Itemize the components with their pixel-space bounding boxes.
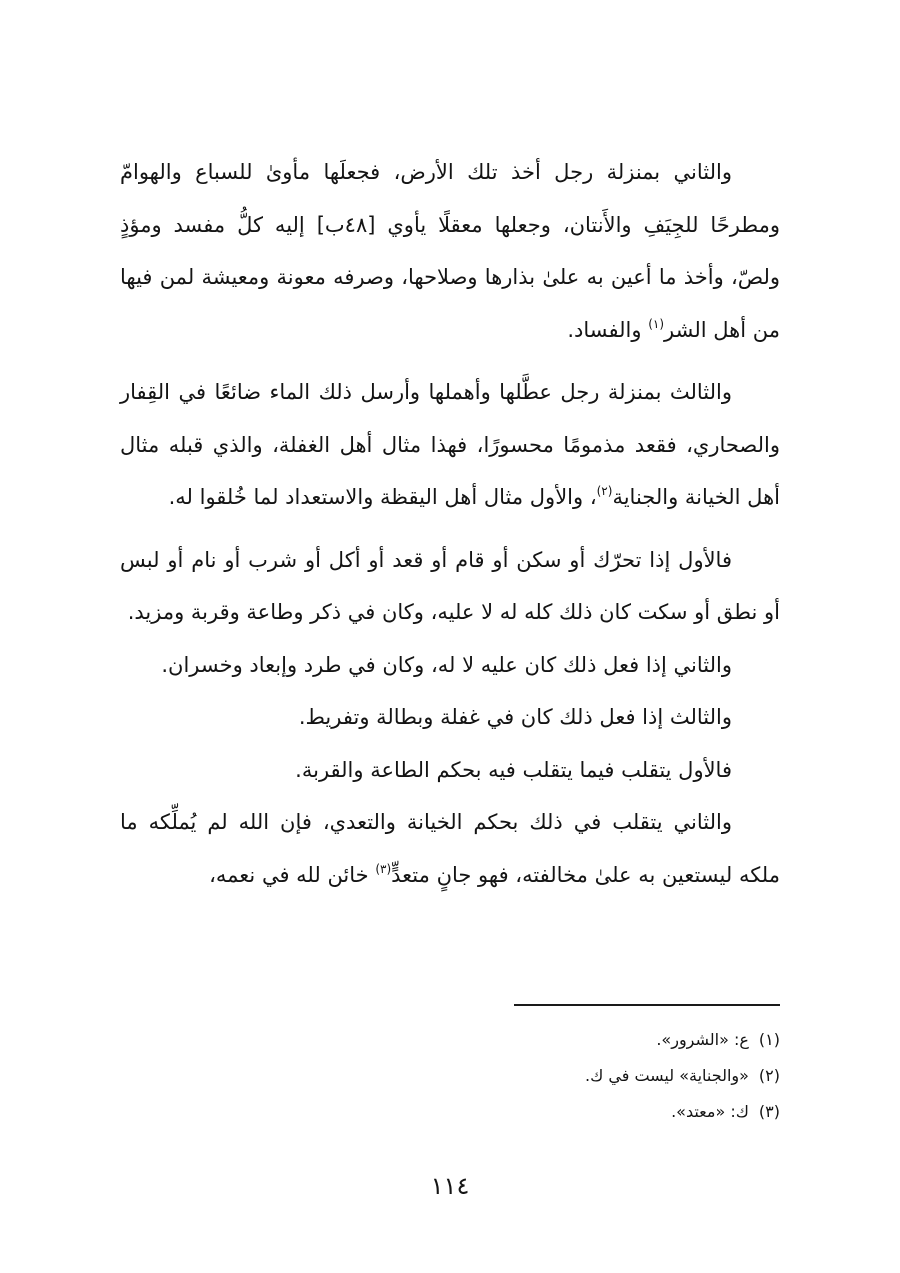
paragraph: والثاني بمنزلة رجل أخذ تلك الأرض، فجعلَها مأوىٰ للسباع والهوامّ ومطرحًا للجِيَفِ والأَنتان، وجعلها معقلًا يأوي [٤٨ب] إليه كلُّ مفسد ومؤذٍ ولصّ، وأخذ ما أعين به علىٰ بذارها وصلاحها، وصرفه معونة ومعيشة لمن فيها من أهل الشر$^{(١)}$ والفساد. — [120, 160, 780, 342]
footnote-number: (١) — [758, 1030, 780, 1049]
footnote-divider — [514, 1004, 780, 1006]
footnote-number: (٣) — [758, 1102, 780, 1121]
paragraph: فالأول يتقلب فيما يتقلب فيه بحكم الطاعة والقربة. — [295, 757, 732, 782]
paragraph: والثاني يتقلب في ذلك بحكم الخيانة والتعدي، فإن الله لم يُملِّكه ما ملكه ليستعين به علىٰ مخالفته، فهو جانٍ متعدٍّ$^{(٣)}$ خائن لله في نعمه، — [120, 810, 780, 887]
paragraph: والثاني إذا فعل ذلك كان عليه لا له، وكان في طرد وإبعاد وخسران. — [161, 652, 732, 677]
footnote-text: «والجناية» ليست في ك. — [585, 1066, 749, 1085]
footnote-text: ك: «معتد». — [671, 1102, 749, 1121]
footnote-text: ع: «الشرور». — [656, 1030, 749, 1049]
main-text — [120, 146, 780, 901]
footnote-number: (٢) — [758, 1066, 780, 1085]
paragraph: والثالث بمنزلة رجل عطَّلها وأهملها وأرسل ذلك الماء ضائعًا في القِفار والصحاري، فقعد مذمومًا محسورًا، فهذا مثال أهل الغفلة، والذي قبله مثال أهل الخيانة والجناية$^{(٢)}$، والأول مثال أهل اليقظة والاستعداد لما خُلقوا له. — [120, 380, 780, 509]
paragraph: والثالث إذا فعل ذلك كان في غفلة وبطالة وتفريط. — [298, 705, 732, 729]
footnote-ref: (٣) — [375, 861, 392, 876]
footnote — [120, 1058, 780, 1094]
footnotes — [120, 1022, 780, 1130]
paragraph: فالأول إذا تحرّك أو سكن أو قام أو قعد أو أكل أو شرب أو نام أو لبس أو نطق أو سكت كان ذلك كله له لا عليه، وكان في ذكر وطاعة وقربة ومزيد. — [120, 547, 780, 624]
footnote-ref: (١) — [648, 316, 665, 331]
footnote — [120, 1022, 780, 1058]
footnote — [120, 1094, 780, 1130]
page-number: ١١٤ — [430, 1172, 470, 1200]
footnote-ref: (٢) — [596, 484, 613, 498]
